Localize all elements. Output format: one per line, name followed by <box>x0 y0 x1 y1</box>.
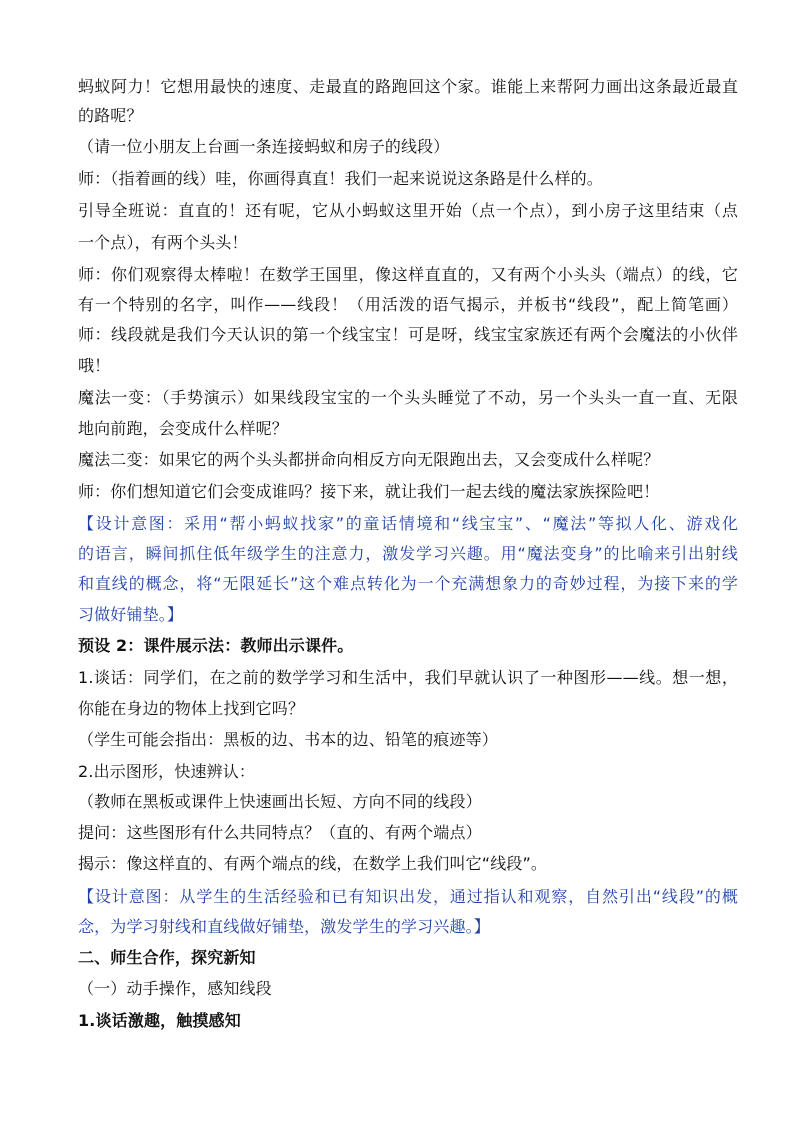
text-line: 师：你们想知道它们会变成谁吗？接下来，就让我们一起去线的魔法家族探险吧！ <box>78 482 660 501</box>
text-line: 哦！ <box>78 356 111 375</box>
text-line: （教师在黑板或课件上快速画出长短、方向不同的线段） <box>78 792 482 811</box>
text-line: 揭示：像这样直的、有两个端点的线，在数学上我们叫它“线段”。 <box>78 854 548 873</box>
text-line: 师：线段就是我们今天认识的第一个线宝宝！可是呀，线宝宝家族还有两个会魔法的小伙伴 <box>78 325 738 344</box>
text-line: 蚂蚁阿力！它想用最快的速度、走最直的路跑回这个家。谁能上来帮阿力画出这条最近最直 <box>78 77 738 96</box>
design-intent-line: 念，为学习射线和直线做好铺垫，激发学生的学习兴趣。】 <box>78 917 490 936</box>
heading-line: 二、师生合作，探究新知 <box>78 948 256 967</box>
text-line: 魔法一变：（手势演示）如果线段宝宝的一个头头睡觉了不动，另一个头头一直一直、无限 <box>78 388 738 407</box>
design-intent-line: 【设计意图：从学生的生活经验和已有知识出发，通过指认和观察，自然引出“线段”的概 <box>78 887 738 906</box>
text-line: 师：（指着画的线）哇，你画得真直！我们一起来说说这条路是什么样的。 <box>78 169 603 188</box>
text-line: （学生可能会指出：黑板的边、书本的边、铅笔的痕迹等） <box>78 730 498 749</box>
design-intent-line: 的语言，瞬间抓住低年级学生的注意力，激发学习兴趣。用“魔法变身”的比喻来引出射线 <box>78 544 738 563</box>
text-line: 提问：这些图形有什么共同特点？（直的、有两个端点） <box>78 823 482 842</box>
text-line: 一个点），有两个头头！ <box>78 233 248 252</box>
text-line: （一）动手操作，感知线段 <box>78 979 272 998</box>
text-line: （请一位小朋友上台画一条连接蚂蚁和房子的线段） <box>78 137 450 156</box>
text-line: 1.谈话：同学们，在之前的数学学习和生活中，我们早就认识了一种图形——线。想一想， <box>78 668 738 687</box>
design-intent-line: 【设计意图：采用“帮小蚂蚁找家”的童话情境和“线宝宝”、“魔法”等拟人化、游戏化 <box>78 514 738 533</box>
text-line: 地向前跑，会变成什么样呢？ <box>78 419 288 438</box>
design-intent-line: 习做好铺垫。】 <box>78 605 184 624</box>
heading-line: 预设 2：课件展示法：教师出示课件。 <box>78 636 354 655</box>
text-line: 师：你们观察得太棒啦！在数学王国里，像这样直直的，又有两个小头头（端点）的线，它 <box>78 265 738 284</box>
text-line: 有一个特别的名字，叫作——线段！（用活泼的语气揭示，并板书“线段”，配上简笔画） <box>78 295 738 314</box>
heading-line: 1.谈话激趣，触摸感知 <box>78 1011 241 1030</box>
text-line: 魔法二变：如果它的两个头头都拼命向相反方向无限跑出去，又会变成什么样呢？ <box>78 450 660 469</box>
text-line: 引导全班说：直直的！还有呢，它从小蚂蚁这里开始（点一个点），到小房子这里结束（点 <box>78 201 738 220</box>
text-line: 的路呢？ <box>78 106 143 125</box>
design-intent-line: 和直线的概念，将“无限延长”这个难点转化为一个充满想象力的奇妙过程，为接下来的学 <box>78 574 738 593</box>
text-line: 你能在身边的物体上找到它吗？ <box>78 699 305 718</box>
text-line: 2.出示图形，快速辨认： <box>78 762 256 781</box>
